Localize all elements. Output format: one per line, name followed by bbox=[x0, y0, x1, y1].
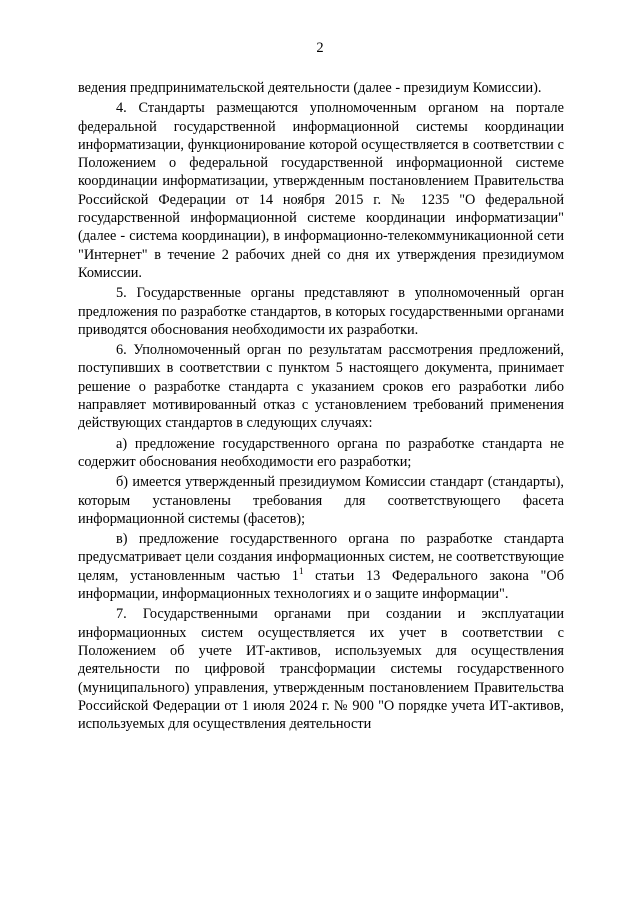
paragraph-item-6: 6. Уполномоченный орган по результатам рассмотрения предложений, поступивших в соответствии с пунктом 5 настоящего документа, принимает решение о разработке стандарта с указанием сроков его разработки либо направляет мотивированный отказ с установлением требований применения действующих стандартов в следующих случаях: bbox=[78, 342, 564, 432]
document-body bbox=[78, 79, 564, 733]
paragraph-continuation: ведения предпринимательской деятельности (далее - президиум Комиссии). bbox=[78, 80, 542, 96]
paragraph-item-5: 5. Государственные органы представляют в уполномоченный орган предложения по разработке стандартов, в которых государственными органами приводятся обоснования необходимости их разработки. bbox=[78, 285, 564, 338]
paragraph-item-4: 4. Стандарты размещаются уполномоченным органом на портале федеральной государственной информационной системы координации информатизации, функционирование которой осуществляется в соответствии с Положением о федеральной государственной информационной системе координации информатизации, утвержденным постановлением Правительства Российской Федерации от 14 ноября 2015 г. № 1235 "О федеральной государственной информационной системе координации информатизации" (далее - система координации), в информационно-телекоммуникационной сети "Интернет" в течение 2 рабочих дней со дня их утверждения президиумом Комиссии. bbox=[78, 100, 564, 281]
subitem-v-text-end: статьи 13 Федерального закона "Об информации, информационных технологиях и о защите информации". bbox=[78, 567, 564, 603]
paragraph-item-7: 7. Государственными органами при создании и эксплуатации информационных систем осуществляется их учет в соответствии с Положением об учете ИТ-активов, используемых для осуществления деятельности по цифровой трансформации системы государственного (муниципального) управления, утвержденным постановлением Правительства Российской Федерации от 1 июля 2024 г. № 900 "О порядке учета ИТ-активов, используемых для осуществления деятельности bbox=[78, 606, 564, 733]
subitem-v-text-start: в) предложение государственного органа по разработке стандарта предусматривает цели создания информационных систем, не соответствующие целям, установленным частью 1 bbox=[78, 531, 564, 584]
paragraph-subitem-b: б) имеется утвержденный президиумом Комиссии стандарт (стандарты), которым установлены требования для соответствующего фасета информационной системы (фасетов); bbox=[78, 474, 564, 527]
footnote-superscript: 1 bbox=[298, 565, 304, 576]
paragraph-subitem-v bbox=[78, 530, 564, 603]
paragraph-subitem-a: а) предложение государственного органа по разработке стандарта не содержит обоснования необходимости его разработки; bbox=[78, 435, 564, 470]
page-number: 2 bbox=[316, 40, 324, 56]
